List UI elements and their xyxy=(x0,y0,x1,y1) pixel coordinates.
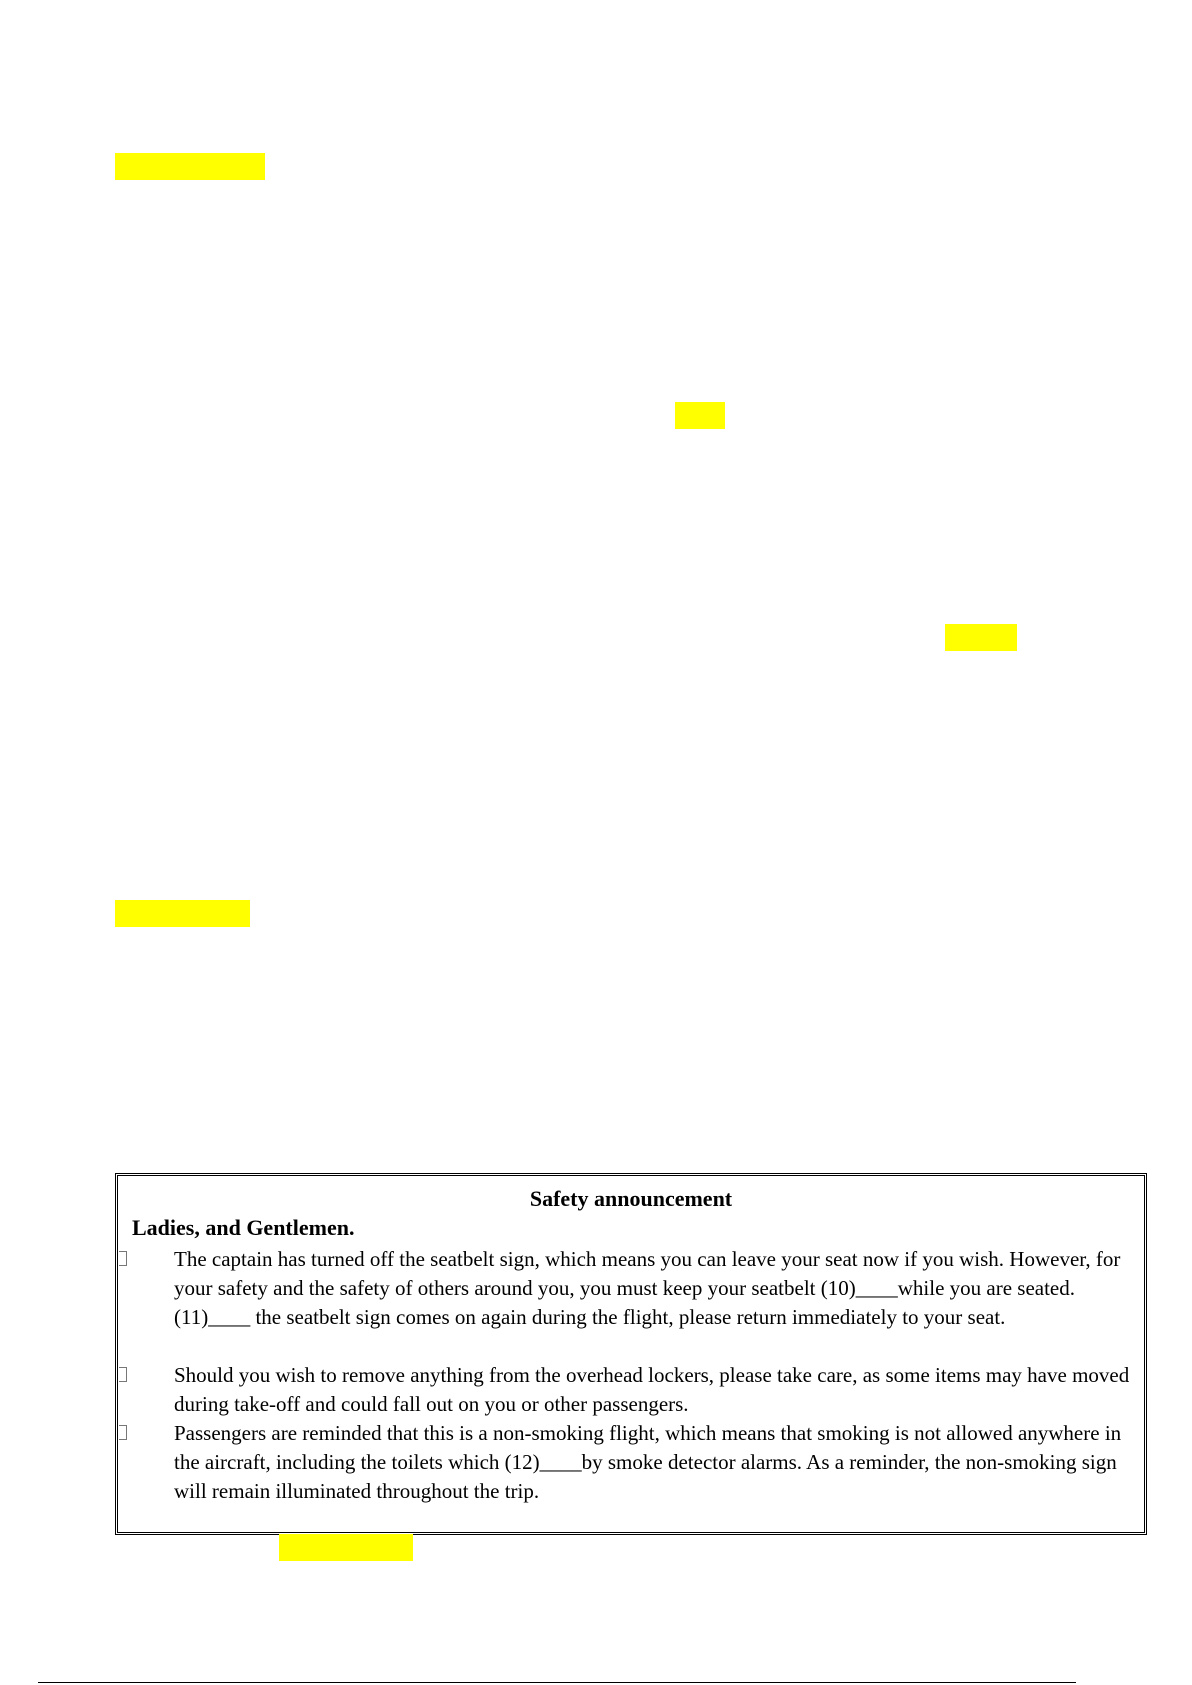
announcement-paragraph: Passengers are reminded that this is a non-smoking flight, which means that smoking is not allowed anywhere in the aircraft, including the toilets which (12)____by smoke detector alarms. As a reminder, the non-smoking sign will remain illuminated throughout the trip. xyxy=(174,1421,1122,1503)
announcement-paragraph: The captain has turned off the seatbelt sign, which means you can leave your seat now if you wish. However, for your safety and the safety of others around you, you must keep your seatbelt (10)____while you are seated. (11)____ the seatbelt sign comes on again during the flight, please return immediately to your seat. xyxy=(174,1247,1121,1329)
bullet-icon xyxy=(119,1425,127,1440)
highlight-mark xyxy=(115,153,265,180)
highlight-mark xyxy=(115,900,250,927)
highlight-mark xyxy=(279,1534,413,1561)
announcement-paragraph: Should you wish to remove anything from the overhead lockers, please take care, as some items may have moved during take-off and could fall out on you or other passengers. xyxy=(174,1363,1130,1416)
safety-announcement-box xyxy=(115,1173,1147,1535)
page-footer-rule xyxy=(38,1682,1076,1683)
bullet-icon xyxy=(119,1251,127,1266)
highlight-mark xyxy=(675,402,725,429)
box-greeting: Ladies, and Gentlemen. xyxy=(132,1215,355,1240)
highlight-mark xyxy=(945,624,1017,651)
box-title: Safety announcement xyxy=(529,1186,733,1211)
bullet-icon xyxy=(119,1367,127,1382)
